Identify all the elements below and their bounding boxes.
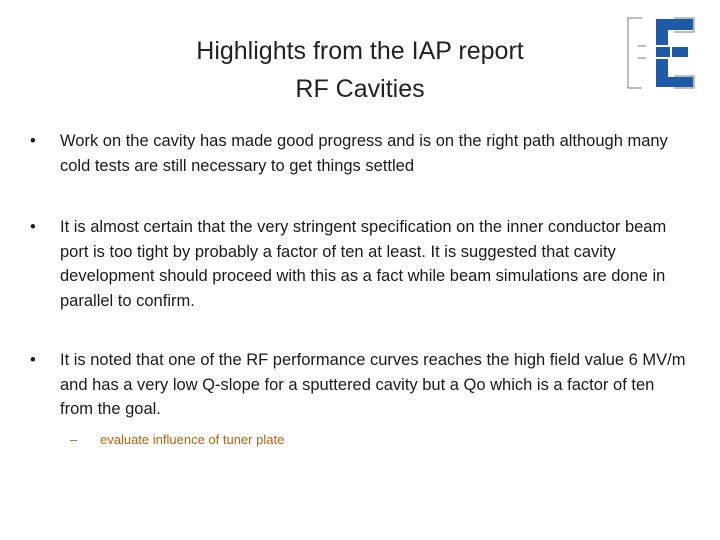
bullet-item — [30, 215, 690, 313]
bullet-marker: • — [30, 132, 36, 150]
bullet-text: It is noted that one of the RF performance curves reaches the high field value 6 MV/m and has a very low Q-slope for a sputtered cavity but a Qo which is a factor of ten from the goal. — [60, 351, 686, 418]
slide-title-line-2: RF Cavities — [295, 75, 425, 103]
lab-logo-icon — [624, 16, 696, 90]
sub-bullet-item — [60, 430, 690, 450]
bullet-marker: • — [30, 351, 36, 369]
slide-title — [0, 32, 720, 108]
bullet-item — [30, 348, 690, 450]
sub-bullet-text: evaluate influence of tuner plate — [100, 431, 285, 447]
bullet-text: It is almost certain that the very stringent specification on the inner conductor beam port is too tight by probably a factor of ten at least. It is suggested that cavity development should proceed with this as a fact while beam simulations are done in parallel to confirm. — [60, 218, 667, 310]
bullet-text: Work on the cavity has made good progress and is on the right path although many cold tests are still necessary to get things settled — [60, 132, 668, 175]
slide-title-line-1: Highlights from the IAP report — [196, 37, 524, 65]
sub-bullet-marker: – — [70, 431, 78, 447]
bullet-item — [30, 129, 690, 178]
bullet-list — [30, 129, 690, 450]
bullet-marker: • — [30, 218, 36, 236]
